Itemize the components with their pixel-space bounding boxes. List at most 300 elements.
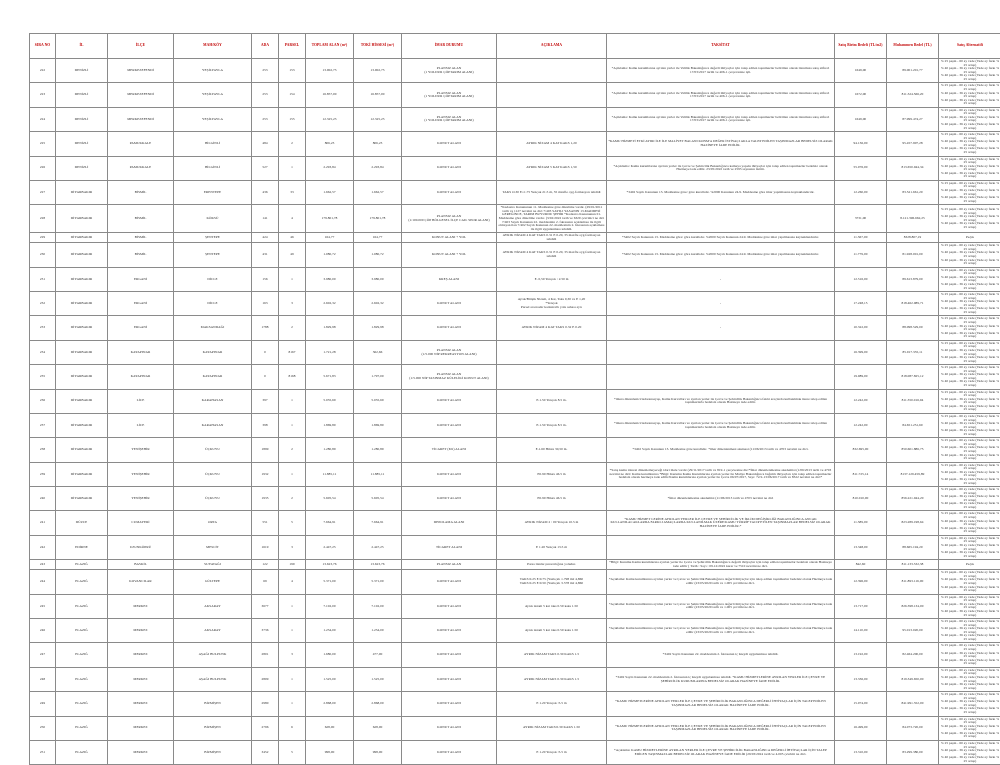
cell-satis-birim-bedeli: 13.310,00	[835, 740, 887, 764]
cell-satis-birim-bedeli: 13.717,00	[835, 594, 887, 618]
column-header-parsel: PARSEL	[279, 34, 306, 59]
cell-parsel: 1	[279, 692, 306, 716]
cell-ilce: UZUNKÖPRÜ	[108, 535, 174, 559]
cell-toki-hissesi: 2.868,00	[354, 692, 402, 716]
cell-mahalle-koy: BİZMİŞEN	[174, 692, 252, 716]
cell-parsel: 3	[279, 535, 306, 559]
cell-satis-birim-bedeli: 94.136,00	[835, 132, 887, 156]
cell-mahalle-koy: AKSARAY	[174, 594, 252, 618]
cell-sira-no: 225	[30, 132, 56, 156]
cell-imar-durumu: PLANSIZ ALAN	[402, 560, 497, 570]
cell-satis-birim-bedeli: 15.074,00	[835, 692, 887, 716]
cell-parsel: 1	[279, 619, 306, 643]
cell-ilce: ERGANİ	[108, 316, 174, 340]
cell-sira-no: 245	[30, 594, 56, 618]
table-row	[30, 233, 1000, 243]
cell-ada: 484	[252, 132, 279, 156]
cell-toplam-alan: 7.664,91	[306, 511, 354, 535]
cell-satis-birim-bedeli: 19.989,00	[835, 365, 887, 389]
cell-parsel: 4	[279, 205, 306, 233]
cell-taksitat: *3402 Sayılı Kanunun 13. Maddesine göre/ göre kurallıdır. %2000 Sayılı Kanunun 24.9. Maddesine göre imar yapılmasına kaynaklandırılır.	[607, 243, 835, 267]
cell-imar-durumu: KONUT ALANI	[402, 594, 497, 618]
cell-ada: 3677	[252, 594, 279, 618]
cell-muhammen-bedel: 850.601.886,75	[887, 438, 939, 462]
cell-aciklama: TAKS O.30 E=1.75 Yençok 21.5 m, 35 maxfle oyg.formasyon tehdidi	[497, 180, 607, 204]
cell-toki-hissesi: 2.602,32	[354, 292, 402, 316]
cell-imar-durumu: KONUT ALANI	[402, 462, 497, 486]
table-row	[30, 132, 1000, 156]
cell-il: DİYARBAKIR	[56, 340, 108, 364]
cell-il: DİYARBAKIR	[56, 487, 108, 511]
cell-imar-durumu: KONUT ALANI	[402, 716, 497, 740]
cell-aciklama: E 1.20 Yençok 13.5 m	[497, 535, 607, 559]
cell-imar-durumu: KONUT ALANI	[402, 316, 497, 340]
cell-satis-alternatifi: % 25 peşin - 60 ay vade (Vade ay farkı % 25 artışı) % 40 peşin - 36 ay vade (Vade ay farkı % 25 artışı) % 40 peşin - 36 ay vade (Vade ay farkı % 25 artışı)	[939, 243, 1000, 267]
cell-sira-no: 227	[30, 180, 56, 204]
cell-taksitat: *Satış kamu idaresi düzenlemeyeceği idari ihale vardır (29/11/2017 tarih ve 819-1 çerçevesine diz/*İmar düzenlenmesine akademisi (1/06/2013 tarih ve 4703 nevzini ne dici/ Kamu kurumlarına *Bilgi: Kurumu Kamu Kurumlarına ayrılan yerler ile Maliye Bakanlığınca bağımlı ihtiyaçları için talep edilen taşınmazlar bedelsiz olarak hazineye iade edilir/Kamu kurumlarına ayrılan yerler ile Çevre 06/07/2017, Sayı: 72/2-13/06/2017 tarih ve 8322 nevzini ne dici*	[607, 462, 835, 486]
cell-il: ELAZIĞ	[56, 619, 108, 643]
cell-toki-hissesi: 13.623,76	[354, 560, 402, 570]
cell-toki-hissesi: 3.980,00	[354, 267, 402, 291]
cell-imar-durumu: KONUT ALANI	[402, 570, 497, 594]
cell-toplam-alan: 5.671,83	[306, 365, 354, 389]
cell-parsel: 2	[279, 132, 306, 156]
cell-toki-hissesi: 1.525,00	[354, 667, 402, 691]
cell-aciklama: AYRIK NİZAM 4 KAT TAKS 0.31 E 0.20, 35 maxfle oyg.formasyon tehdidi	[497, 243, 607, 267]
cell-muhammen-bedel: 95.013.020,00	[887, 619, 939, 643]
cell-mahalle-koy: ÜÇKUYU	[174, 462, 252, 486]
table-row	[30, 180, 1000, 204]
table-row	[30, 740, 1000, 764]
cell-ilce: BİSMİL	[108, 205, 174, 233]
cell-toki-hissesi: 7.664,91	[354, 511, 402, 535]
cell-ada: 1619	[252, 535, 279, 559]
cell-satis-birim-bedeli: 55.076,00	[835, 156, 887, 180]
cell-il: DİYARBAKIR	[56, 233, 108, 243]
cell-toplam-alan: 1.525,00	[306, 667, 354, 691]
cell-taksitat	[607, 205, 835, 233]
cell-sira-no: 250	[30, 716, 56, 740]
cell-imar-durumu: TİCARET (M1) ALANI	[402, 438, 497, 462]
cell-toplam-alan: 7.102,00	[306, 594, 354, 618]
cell-muhammen-bedel: 87.999.474,27	[887, 107, 939, 131]
cell-toplam-alan: 2.447,25	[306, 535, 354, 559]
table-body	[30, 59, 1000, 765]
cell-ada: 253	[252, 83, 279, 107]
cell-imar-durumu: PLANSIZ ALAN (1 YOLDUR ÇÖPTARIM ALANI)	[402, 83, 497, 107]
cell-il: DENİZLİ	[56, 156, 108, 180]
cell-mahalle-koy: ORTA	[174, 511, 252, 535]
cell-satis-alternatifi: % 25 peşin - 60 ay vade (Vade ay farkı % 25 artışı) % 40 peşin - 36 ay vade (Vade ay farkı % 25 artışı) % 40 peşin - 36 ay vade (Vade ay farkı % 25 artışı)	[939, 180, 1000, 204]
table-header	[30, 34, 1000, 59]
table-row	[30, 560, 1000, 570]
cell-ada: 1899	[252, 438, 279, 462]
real-estate-listing-table	[29, 33, 1000, 765]
cell-toki-hissesi: 362,66	[354, 340, 402, 364]
table-row	[30, 292, 1000, 316]
cell-satis-birim-bedeli: 12.516,00	[835, 267, 887, 291]
cell-parsel: 8167	[279, 340, 306, 364]
table-row	[30, 438, 1000, 462]
cell-sira-no: 247	[30, 643, 56, 667]
cell-toplam-alan: 998,00	[306, 740, 354, 764]
cell-muhammen-bedel: 856.221.944,20	[887, 487, 939, 511]
cell-aciklama: AYRIK NİZAM 2 : 00 Yençok 10.5 m	[497, 511, 607, 535]
cell-toplam-alan: 1.662,57	[306, 180, 354, 204]
cell-imar-durumu: PLANSIZ ALAN (1 YOLDUR ÇÖPTARIM ALANI)	[402, 59, 497, 83]
cell-aciklama: Ayrık/Bitişik Nizam, 4 Kat, Taks 0,30 ve E 1,20 *Yençok Parsel aracısıdır kadastrallı yolu sahası ayrı	[497, 292, 607, 316]
cell-toplam-alan: 11.885,11	[306, 462, 354, 486]
cell-parsel: 8168	[279, 365, 306, 389]
cell-satis-birim-bedeli: 13.336,00	[835, 667, 887, 691]
cell-sira-no: 230	[30, 243, 56, 267]
cell-parsel: 33	[279, 180, 306, 204]
cell-ilce: BASKİL	[108, 560, 174, 570]
cell-toplam-alan: 5.035,69	[306, 389, 354, 413]
cell-taksitat: *Açıklama: Kamu kurumlarına ayrılan yerler ile Valilik Bakanlığınca değerli ihtiyaçlar için talep edilen taşınmazlar belirtilen olarak ilanımıza satış süfreci 17/03/2017 tarihi ve 406-1 çerçevesine işli.	[607, 107, 835, 131]
cell-sira-no: 244	[30, 570, 56, 594]
cell-muhammen-bedel: 811.893.116,00	[887, 570, 939, 594]
cell-ilce: YENİŞEHİR	[108, 462, 174, 486]
cell-il: DİYARBAKIR	[56, 365, 108, 389]
cell-aciklama: E.1.50 Yençok 8.5 m.	[497, 389, 607, 413]
cell-mahalle-koy: MESCİT	[174, 535, 252, 559]
cell-toki-hissesi: 477,00	[354, 643, 402, 667]
cell-muhammen-bedel: 88.098.529,00	[887, 316, 939, 340]
cell-toplam-alan: 5.605,54	[306, 487, 354, 511]
cell-taksitat: *3402 Sayılı Kanunun 13. Maddesine göre/ göre kurallıdır. %2000 Kanunun 24.9. Maddesine göre imar yapılmasına kaynaklandırılır.	[607, 180, 835, 204]
cell-ada: 2796	[252, 716, 279, 740]
cell-satis-birim-bedeli: 1649,00	[835, 107, 887, 131]
cell-il: DİYARBAKIR	[56, 180, 108, 204]
table-row	[30, 267, 1000, 291]
cell-imar-durumu: KONUT ALANI	[402, 619, 497, 643]
cell-parsel: 4	[279, 570, 306, 594]
cell-ada: 527	[252, 156, 279, 180]
cell-ada: 0	[252, 340, 279, 364]
cell-ilce: YENİŞEHİR	[108, 487, 174, 511]
cell-satis-birim-bedeli: 810.010,00	[835, 487, 887, 511]
cell-sira-no: 249	[30, 692, 56, 716]
cell-sira-no: 237	[30, 413, 56, 437]
cell-sira-no: 232	[30, 292, 56, 316]
cell-muhammen-bedel: 819.349.650,00	[887, 667, 939, 691]
cell-ilce: MERKEZ	[108, 740, 174, 764]
cell-satis-alternatifi: % 25 peşin - 60 ay vade (Vade ay farkı % 25 artışı) % 40 peşin - 36 ay vade (Vade ay farkı % 25 artışı) % 40 peşin - 36 ay vade (Vade ay farkı % 25 artışı)	[939, 535, 1000, 559]
cell-il: ELAZIĞ	[56, 740, 108, 764]
cell-ada: 122	[252, 560, 279, 570]
cell-aciklama	[497, 340, 607, 364]
column-header-sira-no: SIRA NO	[30, 34, 56, 59]
cell-toki-hissesi: 1.869,80	[354, 413, 402, 437]
cell-satis-birim-bedeli: 11.779,00	[835, 243, 887, 267]
cell-ada: 0	[252, 365, 279, 389]
cell-taksitat: *İmar düzenlenmesine akademisi (11/06/2013 tarih ve 4703 nevzini ne dici	[607, 487, 835, 511]
cell-ilce: MERKEZ	[108, 594, 174, 618]
cell-mahalle-koy: MAKSANDAĞI	[174, 316, 252, 340]
cell-mahalle-koy: DİCLE	[174, 267, 252, 291]
cell-ilce: YENİŞEHİR	[108, 438, 174, 462]
cell-mahalle-koy: SUYATAĞI	[174, 560, 252, 570]
cell-muhammen-bedel: 82.464.200,00	[887, 643, 939, 667]
table-row	[30, 413, 1000, 437]
cell-satis-birim-bedeli: 12.242,00	[835, 389, 887, 413]
cell-imar-durumu: PLANSIZ ALAN (1/5.000 NİP TASINMAZ KÜLELİKİ KONUT ALANI)	[402, 365, 497, 389]
cell-parsel: 153	[279, 59, 306, 83]
cell-toplam-alan: 1.869,80	[306, 413, 354, 437]
cell-satis-birim-bedeli: 14.110,00	[835, 619, 887, 643]
cell-parsel: 1	[279, 462, 306, 486]
cell-toki-hissesi: 806,23	[354, 132, 402, 156]
cell-ilce: MERKEZEFENDİ	[108, 59, 174, 83]
cell-il: DİYARBAKIR	[56, 243, 108, 267]
cell-il: ELAZIĞ	[56, 560, 108, 570]
cell-ada: 1935	[252, 487, 279, 511]
cell-satis-alternatifi: % 25 peşin - 60 ay vade (Vade ay farkı % 25 artışı) % 40 peşin - 36 ay vade (Vade ay farkı % 25 artışı) % 40 peşin - 36 ay vade (Vade ay farkı % 25 artışı)	[939, 132, 1000, 156]
cell-satis-alternatifi: % 25 peşin - 60 ay vade (Vade ay farkı % 25 artışı) % 40 peşin - 36 ay vade (Vade ay farkı % 25 artışı) % 40 peşin - 36 ay vade (Vade ay farkı % 25 artışı)	[939, 570, 1000, 594]
table-row	[30, 594, 1000, 618]
cell-mahalle-koy: KAYAPINAR	[174, 365, 252, 389]
cell-il: ELAZIĞ	[56, 667, 108, 691]
cell-ada: 253	[252, 107, 279, 131]
cell-toki-hissesi: 7.102,00	[354, 594, 402, 618]
table-row	[30, 511, 1000, 535]
cell-imar-durumu: PLANSIZ ALAN (1 YOLDUR ÇÖPTARIM ALANI)	[402, 107, 497, 131]
cell-imar-durumu: KONUT ALANI	[402, 643, 497, 667]
cell-satis-alternatifi: % 25 peşin - 60 ay vade (Vade ay farkı % 25 artışı) % 40 peşin - 36 ay vade (Vade ay farkı % 25 artışı) % 40 peşin - 36 ay vade (Vade ay farkı % 25 artışı)	[939, 511, 1000, 535]
table-row	[30, 570, 1000, 594]
cell-aciklama	[497, 107, 607, 131]
cell-taksitat: *KAMU HİZMETLERİNE AYRILAN YERLER İLE ÇEVRE VE ŞEHİRCİLİK BAKANLIĞINCA DEĞERLİ İHTİYAÇLAR İÇİN TALEP EDİLEN TAŞINMAZLAR BEDELSİZ OLARAK HAZİNEYE İADE EDİLİR.	[607, 716, 835, 740]
cell-toki-hissesi: 628,00	[354, 716, 402, 740]
cell-ada: 3452	[252, 740, 279, 764]
cell-toki-hissesi: 5.035,69	[354, 389, 402, 413]
cell-taksitat: *Açıklama: Kamu kurumlarına ayrılan yerler ile Valilik Bakanlığınca değerli ihtiyaçlar için talep edilen taşınmazlar belirtilen olarak ilanımıza satış süfreci 17/03/2017 tarihi ve 406-1 çerçevesine işli.	[607, 83, 835, 107]
cell-satis-alternatifi: % 25 peşin - 60 ay vade (Vade ay farkı % 25 artışı) % 40 peşin - 36 ay vade (Vade ay farkı % 25 artışı) % 40 peşin - 36 ay vade (Vade ay farkı % 25 artışı)	[939, 267, 1000, 291]
table-row	[30, 535, 1000, 559]
cell-taksitat: -	[607, 292, 835, 316]
cell-aciklama: AYRIK NİZAM 4 KAT TAKS 0.31 E 0.20, 35 maxfle oyg.formasyon tehdidi	[497, 233, 607, 243]
cell-sira-no: 248	[30, 667, 56, 691]
cell-taksitat: *Açıklama: Kamu kurumlarına ayrılan yerler ile Valilik Bakanlığınca değerli ihtiyaçlar için talep edilen taşınmazlar belirtilen olarak ilanımıza satış süfreci 17/03/2017 tarihi ve 406-1 çerçevesine işli.	[607, 59, 835, 83]
column-header-il: İL	[56, 34, 108, 59]
cell-toplam-alan: 2.293,84	[306, 156, 354, 180]
cell-sira-no: 239	[30, 462, 56, 486]
table-row	[30, 716, 1000, 740]
cell-taksitat: *Açıklama: Kamu kurumlarına ayrılan yerler ve Çevre ve Şehircilik Bakanlığınca değerli ihtiyaçlar için talep edilen taşınmazlar bedelsiz olarak Hazineye iade edilir (23/05/2020 tarih ve 1.005 çevrimi ne dici.	[607, 619, 835, 643]
cell-parsel: 5	[279, 511, 306, 535]
cell-parsel: 1	[279, 267, 306, 291]
cell-aciklama: TAKS:0.25 E:0.75 (Yazlıçalı 1.798 m2 4,860 TAKS:0.25 E:0.50 (Yazlıçalı 3.578 m2 4,860	[497, 570, 607, 594]
column-header-toplam-alan: TOPLAM ALAN (m²)	[306, 34, 354, 59]
table-row	[30, 462, 1000, 486]
cell-ada: 1932	[252, 462, 279, 486]
cell-satis-alternatifi: % 25 peşin - 60 ay vade (Vade ay farkı % 25 artışı) % 40 peşin - 36 ay vade (Vade ay farkı % 25 artışı) % 40 peşin - 36 ay vade (Vade ay farkı % 25 artışı)	[939, 740, 1000, 764]
cell-satis-alternatifi: % 25 peşin - 60 ay vade (Vade ay farkı % 25 artışı) % 40 peşin - 36 ay vade (Vade ay farkı % 25 artışı) % 40 peşin - 36 ay vade (Vade ay farkı % 25 artışı)	[939, 389, 1000, 413]
cell-satis-birim-bedeli: 11.389,00	[835, 511, 887, 535]
cell-satis-birim-bedeli: 13.348,00	[835, 535, 887, 559]
cell-il: DİYARBAKIR	[56, 316, 108, 340]
cell-ilce: CUMAYERİ	[108, 511, 174, 535]
cell-toplam-alan: 16.857,00	[306, 83, 354, 107]
cell-mahalle-koy: DİCLE	[174, 292, 252, 316]
cell-imar-durumu: PLANSIZ ALAN (1/5.000 NİP REKREASYON ALANI)	[402, 340, 497, 364]
cell-toplam-alan: 2.868,00	[306, 692, 354, 716]
cell-aciklama: AYRIK NİZAM 5 KAT KAKS 1,50	[497, 156, 607, 180]
cell-il: DENİZLİ	[56, 83, 108, 107]
cell-satis-alternatifi: % 25 peşin - 60 ay vade (Vade ay farkı % 25 artışı) % 40 peşin - 36 ay vade (Vade ay farkı % 25 artışı) % 40 peşin - 36 ay vade (Vade ay farkı % 25 artışı)	[939, 83, 1000, 107]
cell-taksitat	[607, 535, 835, 559]
cell-toki-hissesi: 998,00	[354, 740, 402, 764]
cell-il: DİYARBAKIR	[56, 462, 108, 486]
cell-toki-hissesi: 5.605,54	[354, 487, 402, 511]
cell-parsel: 46	[279, 233, 306, 243]
cell-toki-hissesi: 1.662,57	[354, 180, 402, 204]
cell-imar-durumu: KONUT ALANI	[402, 692, 497, 716]
cell-il: DİYARBAKIR	[56, 292, 108, 316]
cell-aciklama: Ayrık nizam 5 kat taks 0.50 kaks 1.50	[497, 619, 607, 643]
cell-ilce: KAYAPINAR	[108, 340, 174, 364]
cell-taksitat: *3402 Sayılı Kanunun 13. Maddesine göre/ göre kurallıdır. %2000 Sayılı Kanunun 24.9. Maddesine göre imar yapılmasına kaynaklandırılır.	[607, 233, 835, 243]
column-header-toki-hissesi: TOKİ HİSSESİ (m²)	[354, 34, 402, 59]
cell-aciklama	[497, 365, 607, 389]
cell-taksitat: *imara düzenlenici/tedaransayışı, Kamu Kurvalları ve ayrılan yerler ile Çevre ve Şehircilik Bakanlığınca faklıt araçlarda kullanılmak üzere talep edilen taşınmazlarla bedelsiz olarak Hazineye iade edilir.	[607, 413, 835, 437]
cell-mahalle-koy: ŞENTEPE	[174, 233, 252, 243]
cell-il: DENİZLİ	[56, 107, 108, 131]
column-header-satis-birim-bedeli: Satış Birim Bedeli (TL/m2)	[835, 34, 887, 59]
cell-taksitat: *Açıklama: KAMU HİZMETLERİNE AYRILAN YERLER İLE ÇEVRE VE ŞEHİRCİLİK BAKANLIĞINCA DEĞERLİ İHTİYAÇLAR İÇİN TALEP EDİLEN TAŞINMAZLAR BEDELSİZ OLARAK HAZİNEYE İADE EDİLİR (29/03/2024 tarih ve 4.005 çevrimi ne dici.	[607, 740, 835, 764]
cell-sira-no: 229	[30, 233, 56, 243]
cell-imar-durumu: KONUT ALANI	[402, 389, 497, 413]
cell-sira-no: 223	[30, 83, 56, 107]
cell-il: DÜZCE	[56, 511, 108, 535]
table-row	[30, 667, 1000, 691]
cell-il: DİYARBAKIR	[56, 205, 108, 233]
cell-satis-birim-bedeli: 12.396,00	[835, 570, 887, 594]
cell-muhammen-bedel: 8.121.396.662,25	[887, 205, 939, 233]
cell-muhammen-bedel: 84.651.251,60	[887, 413, 939, 437]
cell-sira-no: 246	[30, 619, 56, 643]
cell-muhammen-bedel: 818.462.089,71	[887, 292, 939, 316]
cell-taksitat	[607, 365, 835, 389]
cell-toplam-alan: 1.680,00	[306, 643, 354, 667]
cell-il: DİYARBAKIR	[56, 389, 108, 413]
cell-aciklama: Ayrık nizam 5 kat taks 0.50 kaks 1.50	[497, 594, 607, 618]
cell-muhammen-bedel: 811.324.566,20	[887, 83, 939, 107]
cell-ada: 141	[252, 205, 279, 233]
cell-toki-hissesi: 1.797,00	[354, 365, 402, 389]
cell-il: ELAZIĞ	[56, 716, 108, 740]
cell-ada: 436	[252, 180, 279, 204]
cell-aciklama: AYRIK NİZAM 4 KAT TAKS 0.32 E 0.20	[497, 316, 607, 340]
cell-satis-alternatifi: % 25 peşin - 60 ay vade (Vade ay farkı % 25 artışı) % 40 peşin - 36 ay vade (Vade ay farkı % 25 artışı) % 40 peşin - 36 ay vade (Vade ay farkı % 25 artışı)	[939, 292, 1000, 316]
cell-toki-hissesi: 2.293,84	[354, 156, 402, 180]
cell-mahalle-koy: YEŞİLYAYLA	[174, 83, 252, 107]
cell-satis-alternatifi: Pe/pk	[939, 560, 1000, 570]
table-row	[30, 619, 1000, 643]
cell-imar-durumu: KONUT ALANI	[402, 292, 497, 316]
cell-il: ELAZIĞ	[56, 570, 108, 594]
cell-satis-birim-bedeli: 811.725,14	[835, 462, 887, 486]
cell-toki-hissesi: 164,77	[354, 233, 402, 243]
cell-sira-no: 228	[30, 205, 56, 233]
cell-toki-hissesi: 179.801,78	[354, 205, 402, 233]
cell-ilce: MERKEZ	[108, 692, 174, 716]
cell-toplam-alan: 628,00	[306, 716, 354, 740]
cell-sira-no: 243	[30, 560, 56, 570]
table-row	[30, 365, 1000, 389]
cell-toplam-alan: 2.602,32	[306, 292, 354, 316]
cell-parsel: 1	[279, 594, 306, 618]
cell-satis-alternatifi: % 25 peşin - 60 ay vade (Vade ay farkı % 25 artışı) % 40 peşin - 36 ay vade (Vade ay farkı % 25 artışı) % 40 peşin - 36 ay vade (Vade ay farkı % 25 artışı)	[939, 619, 1000, 643]
cell-satis-birim-bedeli: 3731,00	[835, 205, 887, 233]
cell-mahalle-koy: BİZMİŞEN	[174, 740, 252, 764]
cell-ilce: PAMUKKALE	[108, 132, 174, 156]
cell-sira-no: 226	[30, 156, 56, 180]
cell-muhammen-bedel: 89.001.201,77	[887, 59, 939, 83]
cell-muhammen-bedel: 83.299.380,00	[887, 740, 939, 764]
column-header-taksitat: TAKSİTAT	[607, 34, 835, 59]
cell-taksitat: *Bilgi: Kurumu Kamu kurumlarına ayrılan yerler ile Çevre ve Şehircilik Bakanlığınca değerli ihtiyaçlar için talep edilen taşınmazlar bedelsiz olarak Hazineye iade edilir ( Tarih : Sayı : 09.12/2022 karar ve 7510 nevzini ne dici.	[607, 560, 835, 570]
cell-aciklama	[497, 83, 607, 107]
cell-ilce: ERGANİ	[108, 267, 174, 291]
cell-parsel: 1	[279, 667, 306, 691]
cell-ada: 3736	[252, 619, 279, 643]
cell-satis-birim-bedeli: 1649,00	[835, 59, 887, 83]
cell-mahalle-koy: AKSARAY	[174, 619, 252, 643]
cell-satis-alternatifi: % 25 peşin - 60 ay vade (Vade ay farkı % 25 artışı) % 40 peşin - 36 ay vade (Vade ay farkı % 25 artışı) % 40 peşin - 36 ay vade (Vade ay farkı % 25 artışı)	[939, 462, 1000, 486]
cell-sira-no: 234	[30, 340, 56, 364]
table-row	[30, 243, 1000, 267]
cell-toplam-alan: 1.829,98	[306, 316, 354, 340]
cell-ilce: ERGANİ	[108, 292, 174, 316]
cell-aciklama: E 1.20 Yençok :5.5 m	[497, 692, 607, 716]
cell-muhammen-bedel: 8328.807,19	[887, 233, 939, 243]
cell-imar-durumu: KONUT ALANI	[402, 132, 497, 156]
cell-ada: 431	[252, 243, 279, 267]
cell-muhammen-bedel: 88.665.194,20	[887, 535, 939, 559]
cell-sira-no: 233	[30, 316, 56, 340]
cell-parsel: 3	[279, 292, 306, 316]
cell-parsel: 6	[279, 716, 306, 740]
cell-aciklama: AYRIK NİZAM TAKS 0.30 KAKS 1.5	[497, 667, 607, 691]
cell-aciklama: AYRIK NİZAM TAKS 0.30 KAKS 1.5	[497, 643, 607, 667]
cell-taksitat: *3402 Sayılı Kanunun 22. maddesinin 2. fıkrasının iç üzeydi uygulanması tehdidi. *KAMU HİZMETLERİNE AYRILAN YERLER İLE ÇEVRE VE ŞEHİRCİLİK KURUMLARINA BEDELSİZ OLARAK HAZİNEYE İADE EDİLİR.	[607, 667, 835, 691]
cell-satis-alternatifi: % 25 peşin - 60 ay vade (Vade ay farkı % 25 artışı) % 40 peşin - 36 ay vade (Vade ay farkı % 25 artışı) % 40 peşin - 36 ay vade (Vade ay farkı % 25 artışı)	[939, 156, 1000, 180]
cell-il: ELAZIĞ	[56, 594, 108, 618]
cell-mahalle-koy: YEŞİLYAYLA	[174, 107, 252, 131]
cell-parsel: 2	[279, 487, 306, 511]
column-header-aciklama: AÇIKLAMA	[497, 34, 607, 59]
table-row	[30, 59, 1000, 83]
cell-toplam-alan: 13.623,76	[306, 560, 354, 570]
table-row	[30, 389, 1000, 413]
cell-ada: 2801	[252, 643, 279, 667]
cell-muhammen-bedel: 95.457.907,28	[887, 132, 939, 156]
cell-ilce: BİSMİL	[108, 180, 174, 204]
cell-il: EDİRNE	[56, 535, 108, 559]
cell-satis-alternatifi: Pe/pk	[939, 233, 1000, 243]
cell-aciklama: E0.90 Hmax 46.5 m	[497, 462, 607, 486]
cell-imar-durumu: KONUT ALANI	[402, 156, 497, 180]
cell-satis-alternatifi: % 25 peşin - 60 ay vade (Vade ay farkı % 25 artışı) % 40 peşin - 36 ay vade (Vade ay farkı % 25 artışı) % 40 peşin - 36 ay vade (Vade ay farkı % 25 artışı)	[939, 316, 1000, 340]
cell-satis-alternatifi: % 25 peşin - 60 ay vade (Vade ay farkı % 25 artışı) % 40 peşin - 36 ay vade (Vade ay farkı % 25 artışı) % 40 peşin - 36 ay vade (Vade ay farkı % 25 artışı)	[939, 413, 1000, 437]
cell-mahalle-koy: BİZMİŞEN	[174, 716, 252, 740]
cell-aciklama: *Kadastro Kanununun 11. Maddesine göre düzeltme vardır. (29/01/2011 tarih ve 1127 nevzini ne dici 7/403 SAYILI YASANIN 13.MADDESİ GEREĞİNCE, TARIM BUYURDU ŞEHİR *Kadastro Kanununun 01. Maddesine göre düzeltme vardır. (3/02/2022 tarih ve 6320 çevrimci ne dici 7/403 Sayılı Kanunun 22. maddesinin 2. fıkrasının açıklaması ile ilgili olmayan ilan 7/402 Sayılı Kanunun 22. maddesinin 2. fıkrasının açıklaması ile ilgili uygulanması tehdidi.	[497, 205, 607, 233]
column-header-ada: ADA	[252, 34, 279, 59]
cell-imar-durumu: KONUT ALANI	[402, 667, 497, 691]
column-header-ilce: İLÇE	[108, 34, 174, 59]
